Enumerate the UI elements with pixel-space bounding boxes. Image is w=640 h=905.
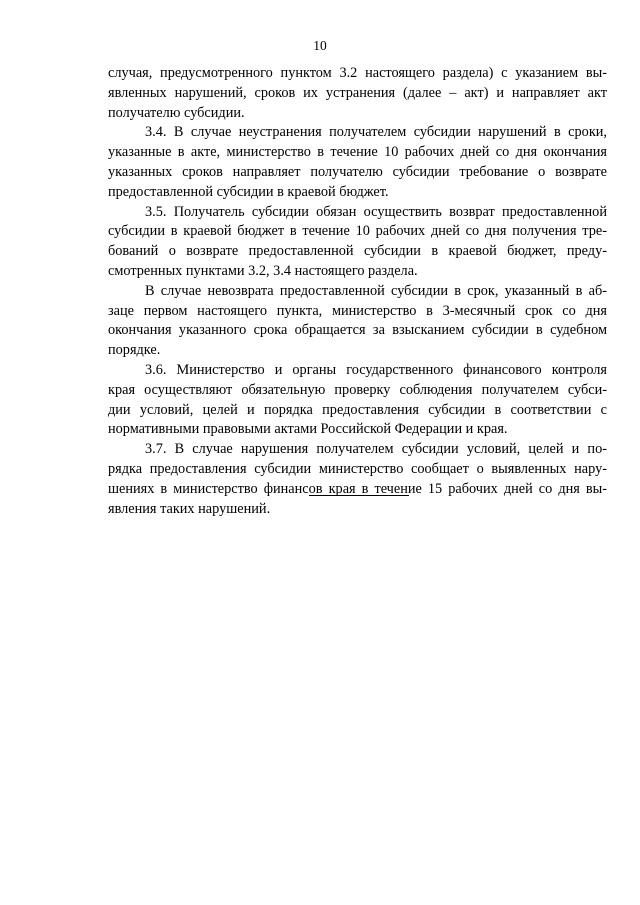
text-line: случая, предусмотренного пунктом 3.2 настоящего раздела) с указанием вы- xyxy=(108,65,607,81)
text-line: шениях в министерство финансов края в течение 15 рабочих дней со дня вы- xyxy=(108,480,607,497)
paragraph-3-5-second xyxy=(108,282,607,361)
text-line: 3.6. Министерство и органы государственного финансового контроля xyxy=(145,361,607,378)
text-line: заце первом настоящего пункта, министерство в 3-месячный срок со дня xyxy=(108,302,607,319)
end-separator-line xyxy=(309,495,409,496)
document-body xyxy=(108,64,607,519)
page-number: 10 xyxy=(313,38,327,53)
text-line: явления таких нарушений. xyxy=(108,500,271,517)
text-line: предоставленной субсидии в краевой бюджет. xyxy=(108,183,389,200)
text-line: субсидии в краевой бюджет в течение 10 рабочих дней со дня получения тре- xyxy=(108,223,607,240)
paragraph-3-6 xyxy=(108,361,607,440)
text-line: смотренных пунктами 3.2, 3.4 настоящего раздела. xyxy=(108,262,418,279)
text-line: указанные в акте, министерство в течение 10 рабочих дней со дня окончания xyxy=(108,144,607,161)
text-line: дии условий, целей и порядка предоставления субсидии в соответствии с xyxy=(108,401,607,418)
text-line: явленных нарушений, сроков их устранения (далее – акт) и направляет акт xyxy=(108,84,607,101)
text-line: 3.5. Получатель субсидии обязан осуществить возврат предоставленной xyxy=(145,203,607,220)
text-line: края осуществляют обязательную проверку соблюдения получателем субси- xyxy=(108,381,607,398)
paragraph-3-5 xyxy=(108,203,607,282)
text-line: нормативными правовыми актами Российской Федерации и края. xyxy=(108,421,508,438)
text-line: порядке. xyxy=(108,342,161,359)
text-line: бований о возврате предоставленной субсидии в краевой бюджет, преду- xyxy=(108,243,607,260)
paragraph-3-4 xyxy=(108,123,607,202)
paragraph-3-7 xyxy=(108,440,607,519)
text-line: рядка предоставления субсидии министерство сообщает о выявленных нару- xyxy=(108,460,607,477)
text-line: В случае невозврата предоставленной субсидии в срок, указанный в аб- xyxy=(145,282,607,299)
text-line: получателю субсидии. xyxy=(108,104,245,121)
text-line: 3.4. В случае неустранения получателем субсидии нарушений в сроки, xyxy=(145,124,607,141)
paragraph-3-3-continuation xyxy=(108,64,607,123)
text-line: указанных сроков направляет получателю субсидии требование о возврате xyxy=(108,163,607,180)
text-line: окончания указанного срока обращается за взысканием субсидии в судебном xyxy=(108,322,607,339)
text-line: 3.7. В случае нарушения получателем субсидии условий, целей и по- xyxy=(145,441,607,458)
